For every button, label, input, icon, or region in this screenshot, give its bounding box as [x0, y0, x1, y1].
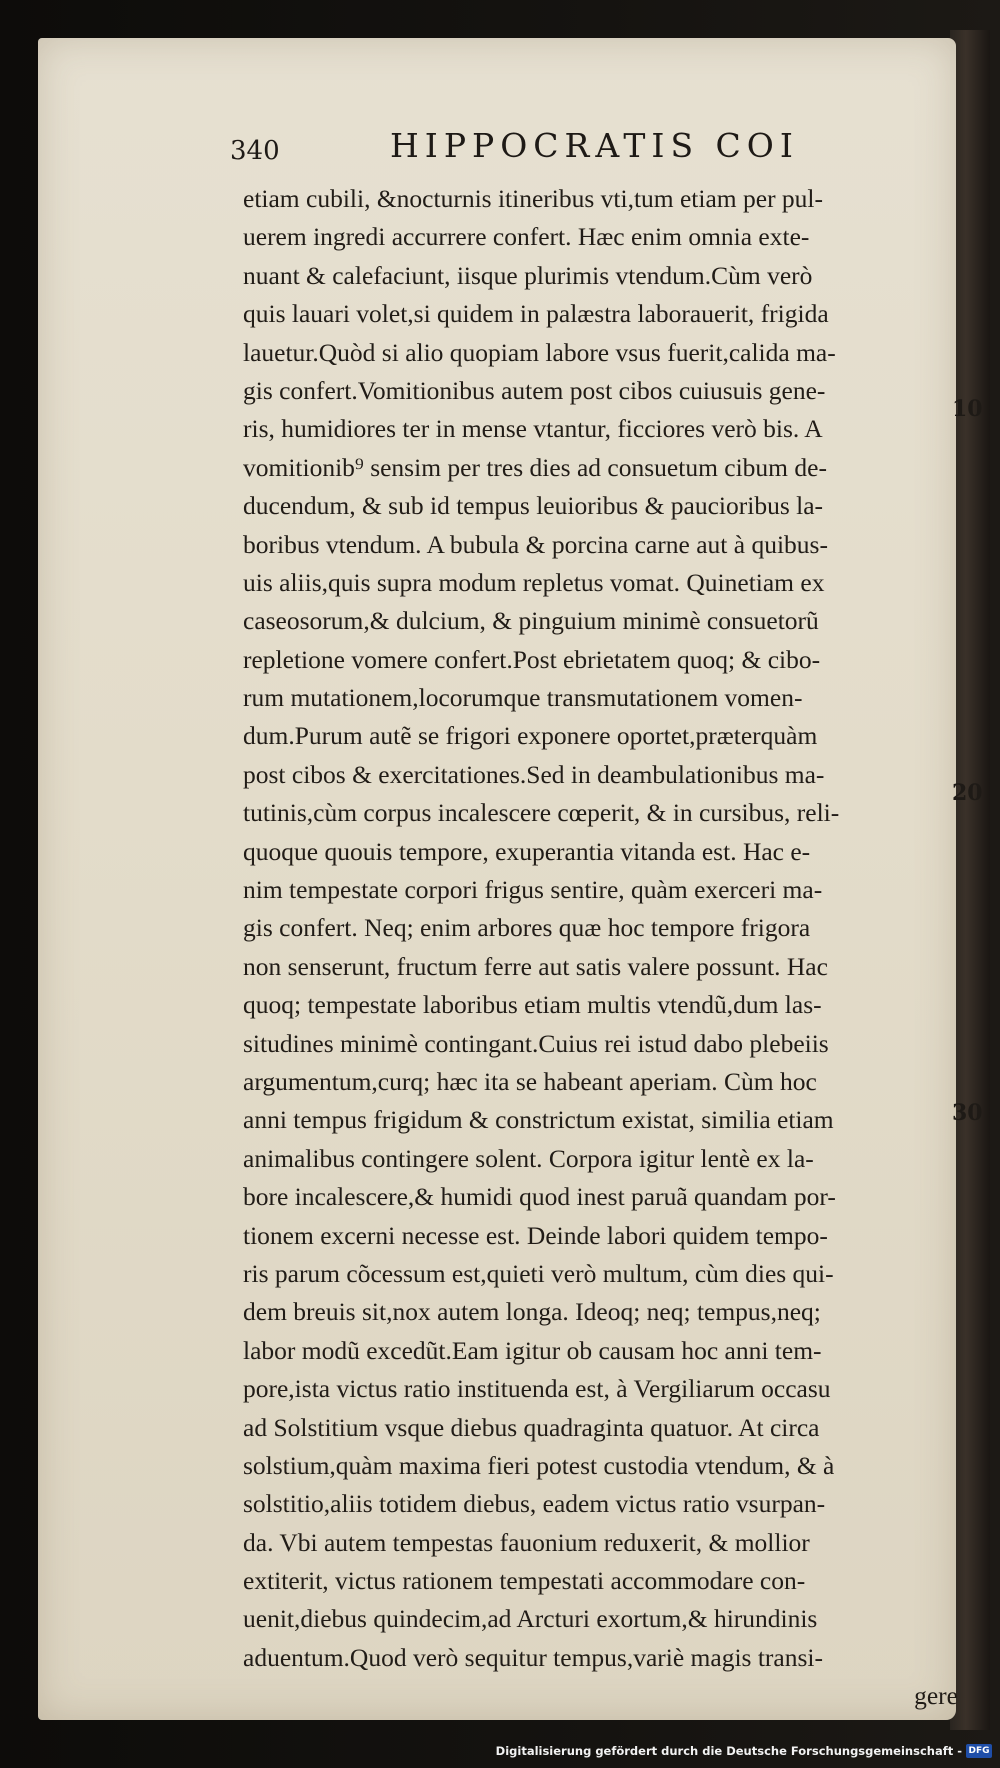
text-line: ris, humidiores ter in mense vtantur, ficciores verò bis. A	[243, 414, 823, 444]
text-line: bore incalescere,& humidi quod inest paruã quandam por-	[243, 1182, 836, 1212]
text-line: dum.Purum autẽ se frigori exponere oportet,præterquàm	[243, 721, 818, 751]
page-header	[230, 126, 930, 166]
text-line: quis lauari volet,si quidem in palæstra laborauerit, frigida	[243, 299, 829, 329]
digitization-footer	[496, 1740, 992, 1762]
text-line: gis confert.Vomitionibus autem post cibos cuiusuis gene-	[243, 375, 826, 405]
text-line: tutinis,cùm corpus incalescere cœperit, & in cursibus, reli-	[243, 798, 840, 828]
text-line: animalibus contingere solent. Corpora igitur lentè ex la-	[243, 1143, 814, 1173]
text-line: non senserunt, fructum ferre aut satis valere possunt. Hac	[243, 951, 828, 981]
text-line: ris parum cõcessum est,quieti verò multum, cùm dies qui-	[243, 1258, 834, 1288]
text-line: gis confert. Neq; enim arbores quæ hoc tempore frigora	[243, 913, 811, 943]
text-line: post cibos & exercitationes.Sed in deambulationibus ma-	[243, 759, 825, 789]
text-line: boribus vtendum. A bubula & porcina carne aut à quibus-	[243, 529, 828, 559]
text-line: solstitio,aliis totidem diebus, eadem victus ratio vsurpan-	[243, 1489, 826, 1519]
margin-line-number-10: 10	[952, 396, 983, 422]
text-line: rum mutationem,locorumque transmutationem vomen-	[243, 683, 803, 713]
text-line: solstium,quàm maxima fieri potest custodia vtendum, & à	[243, 1450, 835, 1480]
text-line: ducendum, & sub id tempus leuioribus & paucioribus la-	[243, 491, 824, 521]
text-line: nuant & calefaciunt, iisque plurimis vtendum.Cùm verò	[243, 260, 813, 290]
text-line: anni tempus frigidum & constrictum existat, similia etiam	[243, 1105, 834, 1135]
catchword: gere	[914, 1681, 958, 1711]
text-line: etiam cubili, &nocturnis itineribus vti,tum etiam per pul-	[243, 184, 824, 213]
text-line: labor modũ excedũt.Eam igitur ob causam hoc anni tem-	[243, 1335, 822, 1365]
text-line: vomitionib⁹ sensim per tres dies ad consuetum cibum de-	[243, 452, 827, 482]
text-line: quoq; tempestate laboribus etiam multis vtendũ,dum las-	[243, 990, 822, 1020]
text-line: aduentum.Quod verò sequitur tempus,variè magis transi-	[243, 1642, 823, 1672]
footer-credit-text: Digitalisierung gefördert durch die Deutsche Forschungsgemeinschaft -	[495, 1744, 962, 1758]
text-line: pore,ista victus ratio instituenda est, à Vergiliarum occasu	[243, 1374, 831, 1404]
text-line: situdines minimè contingant.Cuius rei istud dabo plebeiis	[243, 1028, 829, 1058]
page-number: 340	[230, 136, 280, 166]
text-line: quoque quouis tempore, exuperantia vitanda est. Hac e-	[243, 836, 811, 866]
text-line: uis aliis,quis supra modum repletus vomat. Quinetiam ex	[243, 567, 825, 597]
text-line: uerem ingredi accurrere confert. Hæc enim omnia exte-	[243, 222, 810, 252]
running-title: HIPPOCRATIS COI	[390, 126, 799, 165]
text-line: uenit,diebus quindecim,ad Arcturi exortum,& hirundinis	[243, 1604, 818, 1634]
text-line: dem breuis sit,nox autem longa. Ideoq; neq; tempus,neq;	[243, 1297, 821, 1327]
text-line: caseosorum,& dulcium, & pinguium minimè consuetorũ	[243, 606, 819, 636]
margin-line-number-20: 20	[952, 780, 983, 806]
text-line: ad Solstitium vsque diebus quadraginta quatuor. At circa	[243, 1412, 820, 1442]
text-line: da. Vbi autem tempestas fauonium reduxerit, & mollior	[243, 1527, 810, 1557]
text-line: extiterit, victus rationem tempestati accommodare con-	[243, 1566, 806, 1596]
text-line: repletione vomere confert.Post ebrietatem quoq; & cibo-	[243, 644, 821, 674]
margin-line-number-30: 30	[952, 1100, 983, 1126]
text-line: argumentum,curq; hæc ita se habeant aperiam. Cùm hoc	[243, 1066, 817, 1096]
text-line: tionem excerni necesse est. Deinde labori quidem tempo-	[243, 1220, 828, 1250]
main-text-block	[243, 180, 968, 1716]
text-line: lauetur.Quòd si alio quopiam labore vsus fuerit,calida ma-	[243, 337, 836, 367]
dfg-logo: DFG	[966, 1744, 992, 1758]
text-line: nim tempestate corpori frigus sentire, quàm exerceri ma-	[243, 875, 823, 905]
